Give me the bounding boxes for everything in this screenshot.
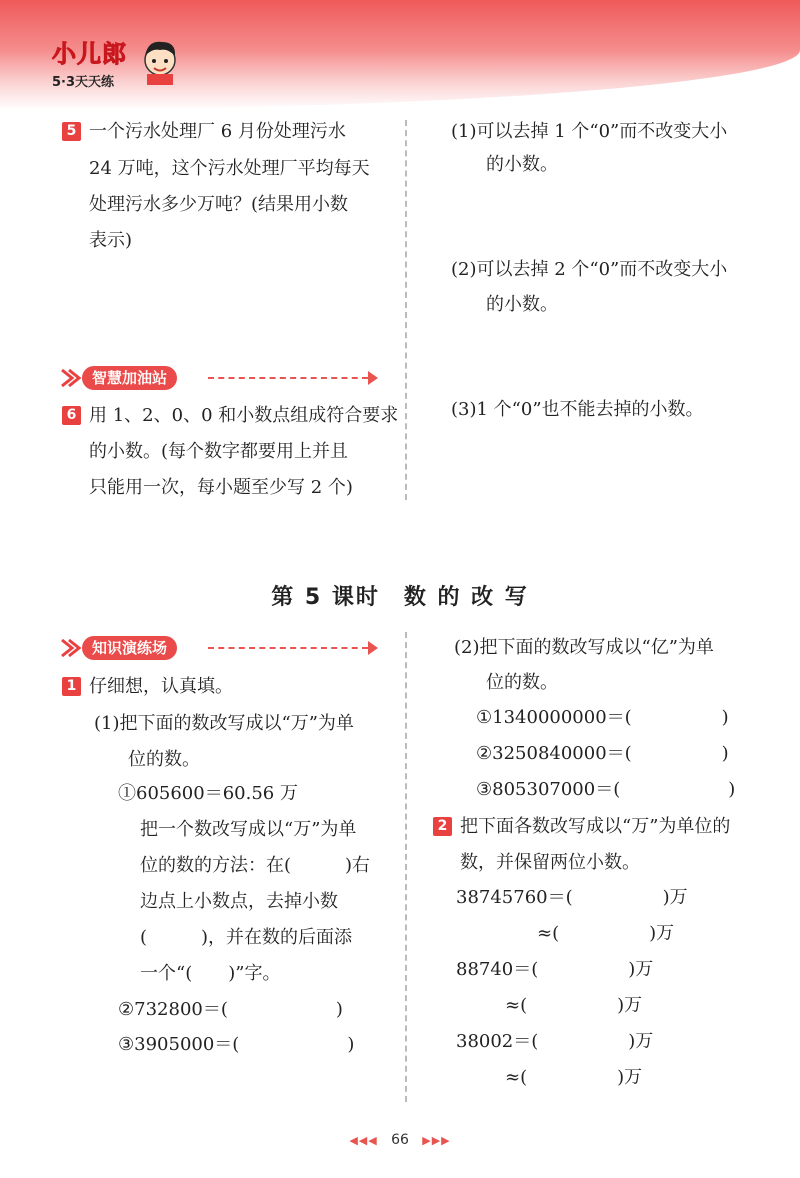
q6-line-2: 的小数。(每个数字都要用上并且 (89, 441, 349, 462)
q1-method-line-4: ( )，并在数的后面添 (140, 927, 353, 948)
question-number-5: 5 (62, 122, 81, 141)
footer-right-arrows: ▶▶▶ (422, 1134, 451, 1147)
page-footer (0, 1132, 800, 1148)
q1-part1-line-1: (1)把下面的数改写成以“万”为单 (94, 713, 354, 734)
banner-end-arrow (368, 371, 378, 385)
q2-row-3: 88740＝( )万 (456, 959, 654, 980)
q1-method-line-1: 把一个数改写成以“万”为单 (140, 819, 357, 840)
q1-part1-line-2: 位的数。 (128, 749, 200, 770)
banner-arrow-icon (60, 636, 82, 660)
q5-line-1: 一个污水处理厂 6 月份处理污水 (89, 121, 346, 142)
question-number-2: 2 (433, 817, 452, 836)
logo-subtitle: 5·3天天练 (52, 75, 115, 90)
question-number-6: 6 (62, 406, 81, 425)
q2-row-5: 38002＝( )万 (456, 1031, 654, 1052)
banner-label: 智慧加油站 (82, 366, 177, 390)
q1-title: 仔细想，认真填。 (89, 676, 233, 697)
banner-zhihui (60, 366, 385, 390)
q6-line-3: 只能用一次，每小题至少写 2 个) (89, 477, 353, 498)
footer-left-arrows: ◀◀◀ (349, 1134, 378, 1147)
q1-item-3: ③3905000＝( ) (118, 1034, 355, 1055)
q6-sub2-line-1: (2)可以去掉 2 个“0”而不改变大小 (451, 259, 728, 280)
q1-method-line-2: 位的数的方法：在( )右 (140, 855, 371, 876)
page-number: 66 (391, 1132, 409, 1148)
q6-sub2-line-2: 的小数。 (486, 294, 558, 315)
q2-line-1: 把下面各数改写成以“万”为单位的 (460, 816, 731, 837)
q1-part2-item-3: ③805307000＝( ) (476, 779, 736, 800)
q2-row-1: 38745760＝( )万 (456, 887, 688, 908)
q1-method-line-5: 一个“( )”字。 (140, 963, 281, 984)
q2-row-6: ≈( )万 (505, 1067, 643, 1088)
q1-part2-line-1: (2)把下面的数改写成以“亿”为单 (454, 637, 714, 658)
banner-line (208, 647, 368, 649)
q1-part2-line-2: 位的数。 (486, 672, 558, 693)
logo (52, 34, 127, 90)
column-divider-top (405, 120, 407, 500)
q6-line-1: 用 1、2、0、0 和小数点组成符合要求 (89, 405, 399, 426)
column-divider-bottom (405, 632, 407, 1102)
q6-sub1-line-1: (1)可以去掉 1 个“0”而不改变大小 (451, 121, 728, 142)
banner-end-arrow (368, 641, 378, 655)
q2-row-2: ≈( )万 (537, 923, 675, 944)
banner-label: 知识演练场 (82, 636, 177, 660)
q6-sub3: (3)1 个“0”也不能去掉的小数。 (451, 399, 704, 420)
q6-sub1-line-2: 的小数。 (486, 154, 558, 175)
lesson-title: 第 5 课时 数 的 改 写 (271, 585, 529, 610)
banner-zhishi (60, 636, 385, 660)
banner-arrow-icon (60, 366, 82, 390)
q2-row-4: ≈( )万 (505, 995, 643, 1016)
question-number-1: 1 (62, 677, 81, 696)
logo-title: 小儿郎 (52, 40, 127, 68)
q2-line-2: 数，并保留两位小数。 (460, 852, 640, 873)
q5-line-2: 24 万吨，这个污水处理厂平均每天 (89, 158, 370, 179)
q5-line-3: 处理污水多少万吨？(结果用小数 (89, 194, 349, 215)
q1-item-1: ①605600＝60.56 万 (118, 783, 298, 804)
mascot-icon (138, 36, 182, 86)
q1-part2-item-1: ①1340000000＝( ) (476, 707, 729, 728)
q1-part2-item-2: ②3250840000＝( ) (476, 743, 729, 764)
q1-method-line-3: 边点上小数点，去掉小数 (140, 891, 338, 912)
q1-item-2: ②732800＝( ) (118, 999, 343, 1020)
banner-line (208, 377, 368, 379)
q5-line-4: 表示) (89, 230, 133, 251)
